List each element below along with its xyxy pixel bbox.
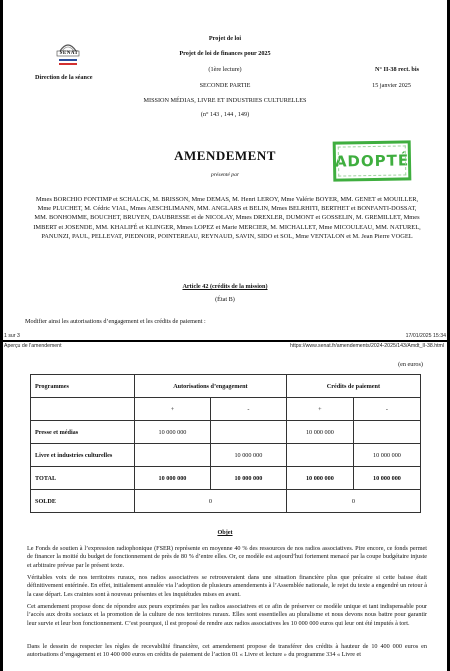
adopted-stamp — [333, 140, 412, 181]
cp-minus: 10 000 000 — [353, 444, 420, 467]
table-row — [31, 444, 421, 467]
objet-title: Objet — [217, 529, 233, 536]
cp-minus: 10 000 000 — [353, 467, 420, 490]
doc-numbers: (n° 143 , 144 , 149) — [200, 111, 250, 118]
part: SECONDE PARTIE — [199, 82, 251, 89]
col-cp: Crédits de paiement — [286, 375, 420, 398]
cp-minus — [353, 421, 420, 444]
page-header-url[interactable]: https://www.senat.fr/amendements/2024-2025/143/Amdt_II-38.html — [290, 343, 444, 349]
ae-plus-sign: + — [135, 398, 211, 421]
credits-table — [30, 374, 421, 513]
row-label: Livre et industries culturelles — [31, 444, 135, 467]
cp-plus: 10 000 000 — [286, 421, 353, 444]
cp-plus — [286, 444, 353, 467]
table-row-total — [31, 467, 421, 490]
col-ae: Autorisations d’engagement — [135, 375, 287, 398]
page-1 — [3, 0, 447, 340]
page-2 — [3, 342, 447, 671]
state-label: (État B) — [215, 296, 235, 303]
ae-minus — [210, 421, 286, 444]
amendment-number: N° II-38 rect. bis — [375, 66, 419, 73]
stamp-text: ADOPTÉ — [334, 151, 410, 171]
row-label: TOTAL — [31, 467, 135, 490]
unit-label: (en euros) — [398, 361, 423, 368]
cp-plus: 10 000 000 — [286, 467, 353, 490]
doc-type: Projet de loi — [208, 35, 242, 42]
amendment-date: 15 janvier 2025 — [372, 82, 411, 89]
intro-text: Modifier ainsi les autorisations d’engagement et les crédits de paiement : — [25, 318, 206, 325]
table-row-solde — [31, 490, 421, 513]
direction-label: Direction de la séance — [35, 74, 93, 81]
ae-minus: 10 000 000 — [210, 444, 286, 467]
row-label: SOLDE — [31, 490, 135, 513]
presented-by: présenté par — [210, 172, 240, 178]
cp-plus-sign: + — [286, 398, 353, 421]
page-header-left: Aperçu de l'amendement — [4, 343, 62, 349]
doc-title: Projet de loi de finances pour 2025 — [179, 50, 271, 57]
solde-ae: 0 — [135, 490, 287, 513]
objet-paragraph: Véritables voix de nos territoires ruraux, nos radios associatives se retrouveraient dans une situation financière plus que précaire si cette baisse était définitivement entérinée. En effet, initialement annulée via l’adoption de plusieurs amendements à l’Assemblée nationale, le rejet du texte a engendré un retour à la case départ. Les craintes sont à nouveau présentes et les inquiétudes mises en avant. — [27, 574, 427, 598]
amendment-heading: AMENDEMENT — [174, 148, 276, 163]
table-row — [31, 421, 421, 444]
objet-paragraph: Cet amendement propose donc de répondre aux peurs exprimées par les radios associatives et ce afin de préserver ce modèle unique et tant indispensable pour l’accès aux droits sociaux et la promotion de la culture de nos territoires ruraux. Elles sont essentielles au pluralisme et nous devons nous battre pour garantir leur survie et leur bon fonctionnement. C’est pourquoi, il est proposé de rendre aux radios associatives les 10 000 000 euros qui leur ont été imputés à tort. — [27, 603, 427, 627]
reading: (1ère lecture) — [208, 66, 242, 73]
ae-plus: 10 000 000 — [135, 467, 211, 490]
col-programmes: Programmes — [31, 375, 135, 398]
cp-minus-sign: - — [353, 398, 420, 421]
mission: MISSION MÉDIAS, LIVRE ET INDUSTRIES CULTURELLES — [143, 97, 307, 104]
logo-text: SENAT — [59, 51, 79, 56]
objet-paragraph: Dans le dessein de respecter les règles de recevabilité financière, cet amendement propose de transférer des crédits à hauteur de 10 400 000 euros en autorisations d’engagement et 10 400 000 euros en crédits de paiement de l’action 01 « Livre et lecture » du programme 334 « Livre et — [27, 643, 427, 659]
ae-minus: 10 000 000 — [210, 467, 286, 490]
ae-minus-sign: - — [210, 398, 286, 421]
table-cell — [31, 398, 135, 421]
table-sign-row — [31, 398, 421, 421]
page-footer-right: 17/01/2025 15:34 — [405, 333, 446, 339]
table-header-row — [31, 375, 421, 398]
article-title: Article 42 (crédits de la mission) — [182, 283, 268, 290]
ae-plus: 10 000 000 — [135, 421, 211, 444]
ae-plus — [135, 444, 211, 467]
row-label: Presse et médias — [31, 421, 135, 444]
objet-paragraph: Le Fonds de soutien à l’expression radiophonique (FSER) représente en moyenne 40 % des ressources de nos radios associatives. Pire encore, ce fonds permet de financer la moitié du budget de fonctionnement de près de 80 % d’entre elles. Or, ce modèle est aujourd’hui fortement menacé par la coupe budgétaire injuste et arbitraire prévue par le présent texte. — [27, 545, 427, 569]
solde-cp: 0 — [286, 490, 420, 513]
page-footer-left: 1 sur 3 — [4, 333, 20, 339]
authors-list: Mmes BORCHIO FONTIMP et SCHALCK, M. BRISSON, Mme DEMAS, M. Henri LEROY, Mme Valérie BOYER, MM. GENET et MOUILLER, Mme PLUCHET, M. Cédric VIAL, Mmes AESCHLIMANN, MM. ANGLARS et BELIN, Mmes BELRHITI, BERTHET et BONFANTI-DOSSAT, MM. BONHOMME, BOUCHET, BRUYEN, DAUBRESSE et de NICOLAY, Mmes DREXLER, DUMONT et GOSSELIN, M. GREMILLET, Mmes IMBERT et JOSENDE, MM. KHALIFÉ et KLINGER, Mmes LOPEZ et Marie MERCIER, M. MICHALLET, Mme MICOULEAU, MM. NATUREL, PANUNZI, PAUL, PELLEVAT, PIEDNOIR, POINTEREAU, REYNAUD, SAVIN, SIDO et SOL, Mme VENTALON et M. Jean Pierre VOGEL — [33, 196, 421, 240]
